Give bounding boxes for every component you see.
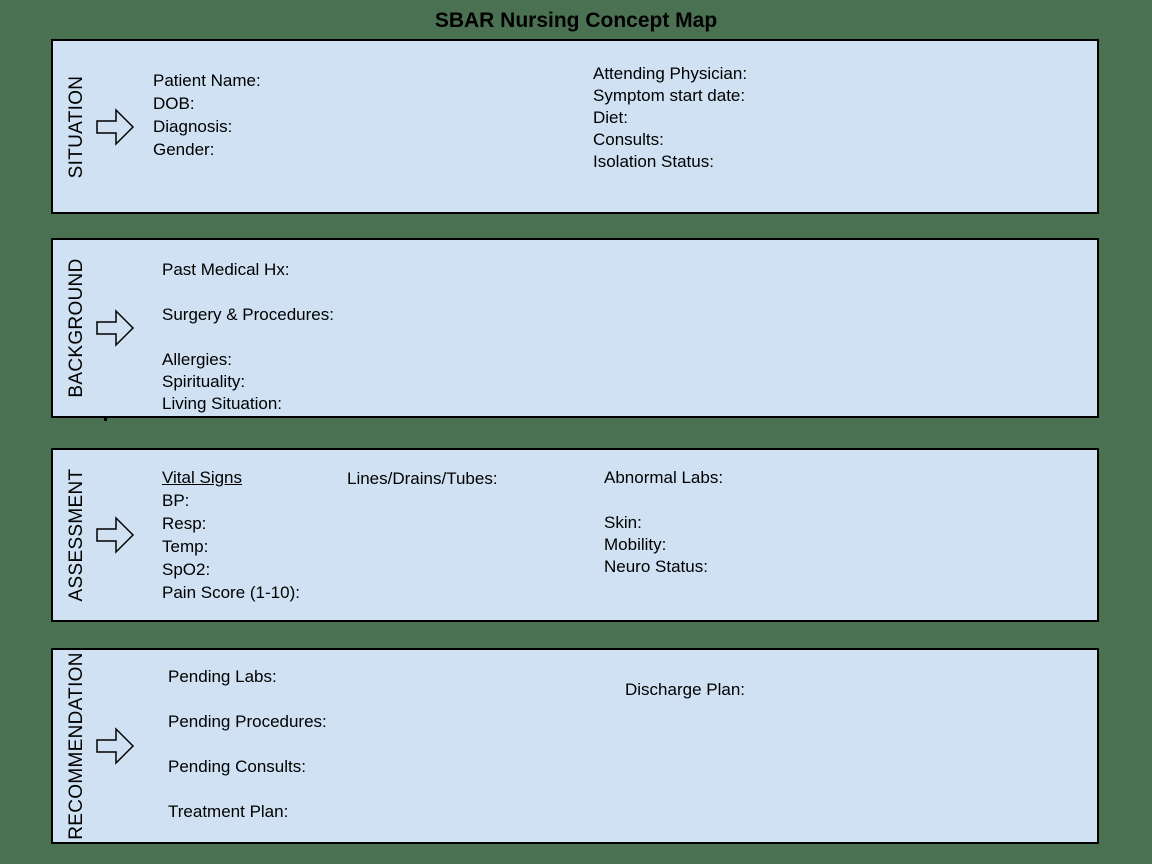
assessment-vitals-column <box>162 466 300 604</box>
label-symptom-start-date: Symptom start date: <box>593 86 746 105</box>
label-diet: Diet: <box>593 108 628 127</box>
assessment-middle-column <box>347 467 498 490</box>
label-spo2: SpO2: <box>162 560 211 579</box>
label-treatment-plan: Treatment Plan: <box>168 802 289 821</box>
spacer <box>162 281 334 304</box>
label-bp: BP: <box>162 491 190 510</box>
spacer <box>604 489 723 512</box>
right-arrow-icon <box>95 726 135 766</box>
label-past-medical-hx: Past Medical Hx: <box>162 260 290 279</box>
right-arrow-icon <box>95 107 135 147</box>
label-lines-drains-tubes: Lines/Drains/Tubes: <box>347 469 498 488</box>
label-attending-physician: Attending Physician: <box>593 64 748 83</box>
label-pain-score: Pain Score (1-10): <box>162 583 300 602</box>
page-title: SBAR Nursing Concept Map <box>434 9 718 32</box>
recommendation-box <box>51 648 1099 844</box>
label-temp: Temp: <box>162 537 209 556</box>
label-spirituality: Spirituality: <box>162 372 246 391</box>
label-neuro-status: Neuro Status: <box>604 557 708 576</box>
label-pending-procedures: Pending Procedures: <box>168 712 327 731</box>
label-diagnosis: Diagnosis: <box>153 117 233 136</box>
label-abnormal-labs: Abnormal Labs: <box>604 468 724 487</box>
label-dob: DOB: <box>153 94 195 113</box>
situation-box <box>51 39 1099 214</box>
label-surgery-procedures: Surgery & Procedures: <box>162 305 334 324</box>
section-label-background: BACKGROUND <box>66 258 87 398</box>
right-arrow-icon <box>95 308 135 348</box>
label-resp: Resp: <box>162 514 207 533</box>
right-arrow-icon <box>95 515 135 555</box>
label-skin: Skin: <box>604 513 642 532</box>
label-allergies: Allergies: <box>162 350 232 369</box>
label-mobility: Mobility: <box>604 535 667 554</box>
section-label-situation: SITUATION <box>66 75 87 178</box>
spacer <box>162 326 334 349</box>
assessment-right-column <box>604 467 723 578</box>
label-living-situation: Living Situation: <box>162 394 283 413</box>
label-pending-consults: Pending Consults: <box>168 757 306 776</box>
label-discharge-plan: Discharge Plan: <box>625 680 746 699</box>
section-label-recommendation: RECOMMENDATION <box>66 652 87 840</box>
label-pending-labs: Pending Labs: <box>168 667 277 686</box>
section-label-assessment: ASSESSMENT <box>66 468 87 602</box>
label-vital-signs: Vital Signs <box>162 468 243 487</box>
background-column <box>162 259 334 415</box>
assessment-box <box>51 448 1099 622</box>
recommendation-right-column <box>625 678 745 701</box>
stray-mark <box>104 418 107 421</box>
situation-right-column <box>593 63 747 173</box>
label-isolation-status: Isolation Status: <box>593 152 714 171</box>
recommendation-left-column <box>168 666 327 846</box>
label-patient-name: Patient Name: <box>153 71 261 90</box>
label-gender: Gender: <box>153 140 215 159</box>
label-consults: Consults: <box>593 130 664 149</box>
background-box <box>51 238 1099 418</box>
situation-left-column <box>153 69 261 161</box>
